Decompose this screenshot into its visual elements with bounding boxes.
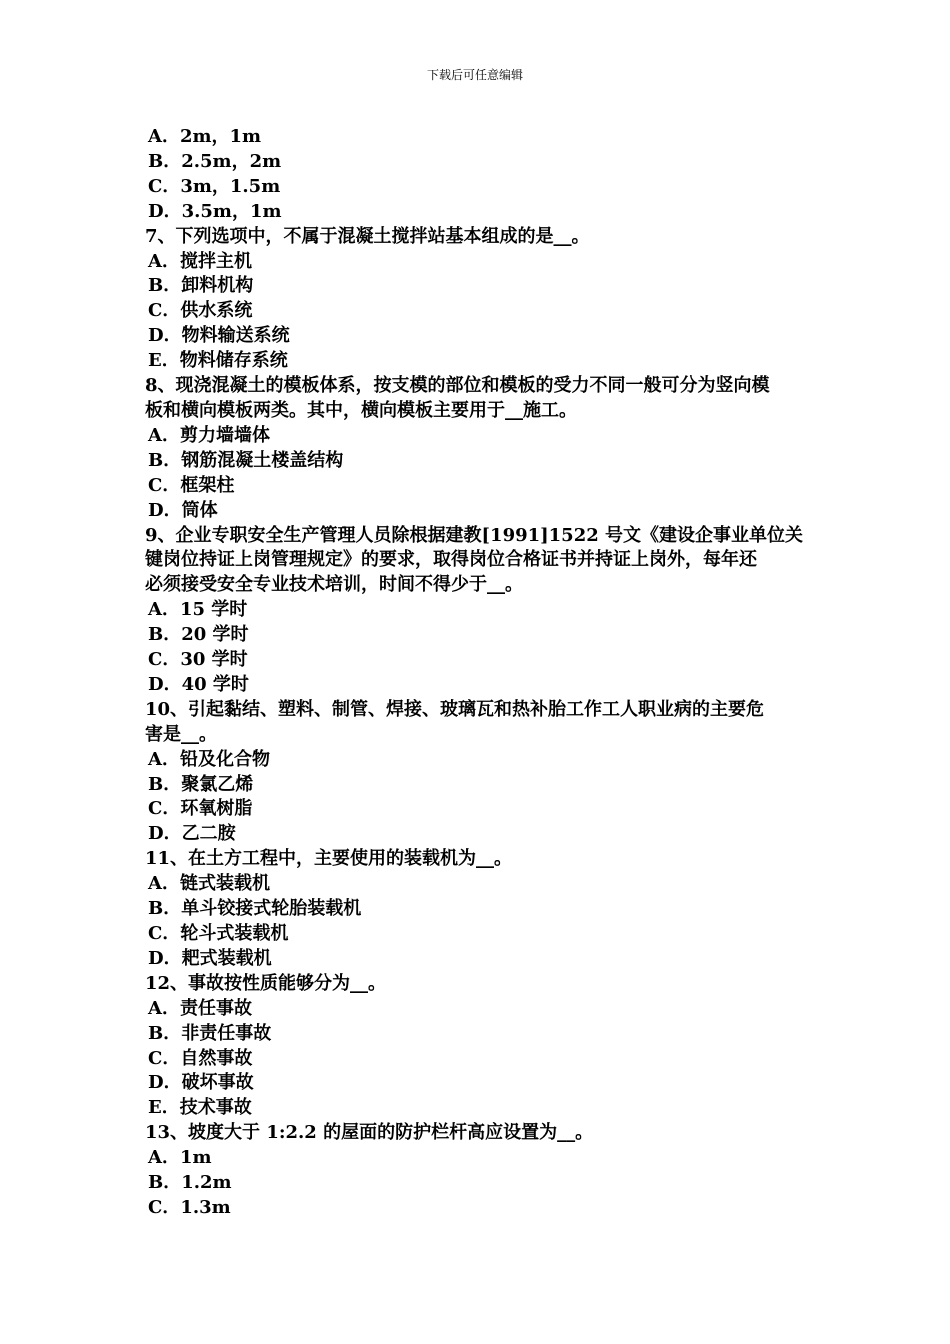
answer-option: A．1m bbox=[148, 1147, 212, 1169]
answer-option: D．物料输送系统 bbox=[148, 325, 290, 347]
answer-option: A．链式装载机 bbox=[148, 873, 270, 895]
document-body bbox=[145, 125, 810, 1221]
answer-option: B．非责任事故 bbox=[148, 1022, 272, 1044]
answer-option: D．40 学时 bbox=[148, 673, 249, 695]
answer-option: D．破坏事故 bbox=[148, 1072, 254, 1094]
answer-option: C．轮斗式装载机 bbox=[148, 923, 289, 944]
answer-option: B．聚氯乙烯 bbox=[148, 773, 254, 795]
answer-option: A．15 学时 bbox=[148, 599, 248, 621]
answer-option: C．1.3m bbox=[148, 1196, 231, 1218]
question-text: 12、事故按性质能够分为__。 bbox=[145, 972, 387, 994]
answer-option: B．20 学时 bbox=[148, 624, 249, 646]
question-text: 键岗位持证上岗管理规定》的要求，取得岗位合格证书并持证上岗外，每年还 bbox=[145, 549, 757, 571]
page-header: 下载后可任意编辑 bbox=[426, 68, 523, 82]
question-text: 8、现浇混凝土的模板体系，按支模的部位和模板的受力不同一般可分为竖向模 bbox=[145, 375, 770, 397]
question-text: 必须接受安全专业技术培训，时间不得少于__。 bbox=[145, 574, 523, 596]
answer-option: B．单斗铰接式轮胎装载机 bbox=[148, 898, 362, 920]
answer-option: A．搅拌主机 bbox=[148, 250, 252, 272]
answer-option: C．自然事故 bbox=[148, 1047, 253, 1069]
answer-option: E．技术事故 bbox=[148, 1097, 252, 1119]
answer-option: E．物料储存系统 bbox=[148, 350, 288, 372]
answer-option: A．剪力墙墙体 bbox=[148, 424, 270, 446]
answer-option: A．铅及化合物 bbox=[148, 748, 270, 770]
answer-option: B．钢筋混凝土楼盖结构 bbox=[148, 449, 344, 471]
answer-option: A．2m，1m bbox=[148, 126, 262, 147]
answer-option: C．环氧树脂 bbox=[148, 798, 253, 820]
question-text: 9、企业专职安全生产管理人员除根据建教[1991]1522 号文《建设企事业单位关 bbox=[145, 524, 804, 546]
answer-option: C．3m，1.5m bbox=[148, 175, 281, 197]
question-text: 害是__。 bbox=[145, 723, 217, 745]
answer-option: D．乙二胺 bbox=[148, 823, 236, 845]
answer-option: B．1.2m bbox=[148, 1172, 232, 1194]
question-text: 13、坡度大于 1:2.2 的屋面的防护栏杆高应设置为__。 bbox=[145, 1122, 594, 1144]
answer-option: C．框架柱 bbox=[148, 474, 235, 496]
answer-option: B．卸料机构 bbox=[148, 275, 254, 297]
question-text: 板和横向模板两类。其中，横向模板主要用于__施工。 bbox=[145, 399, 577, 421]
answer-option: B．2.5m，2m bbox=[148, 150, 282, 172]
answer-option: D．筒体 bbox=[148, 499, 218, 521]
question-text: 11、在土方工程中，主要使用的装载机为__。 bbox=[145, 848, 513, 870]
answer-option: D．3.5m，1m bbox=[148, 200, 282, 222]
question-text: 7、下列选项中，不属于混凝土搅拌站基本组成的是__。 bbox=[145, 225, 590, 247]
answer-option: C．30 学时 bbox=[148, 649, 248, 671]
answer-option: C．供水系统 bbox=[148, 300, 253, 322]
question-text: 10、引起黏结、塑料、制管、焊接、玻璃瓦和热补胎工作工人职业病的主要危 bbox=[145, 698, 765, 720]
answer-option: D．耙式装载机 bbox=[148, 947, 272, 969]
answer-option: A．责任事故 bbox=[148, 997, 252, 1019]
